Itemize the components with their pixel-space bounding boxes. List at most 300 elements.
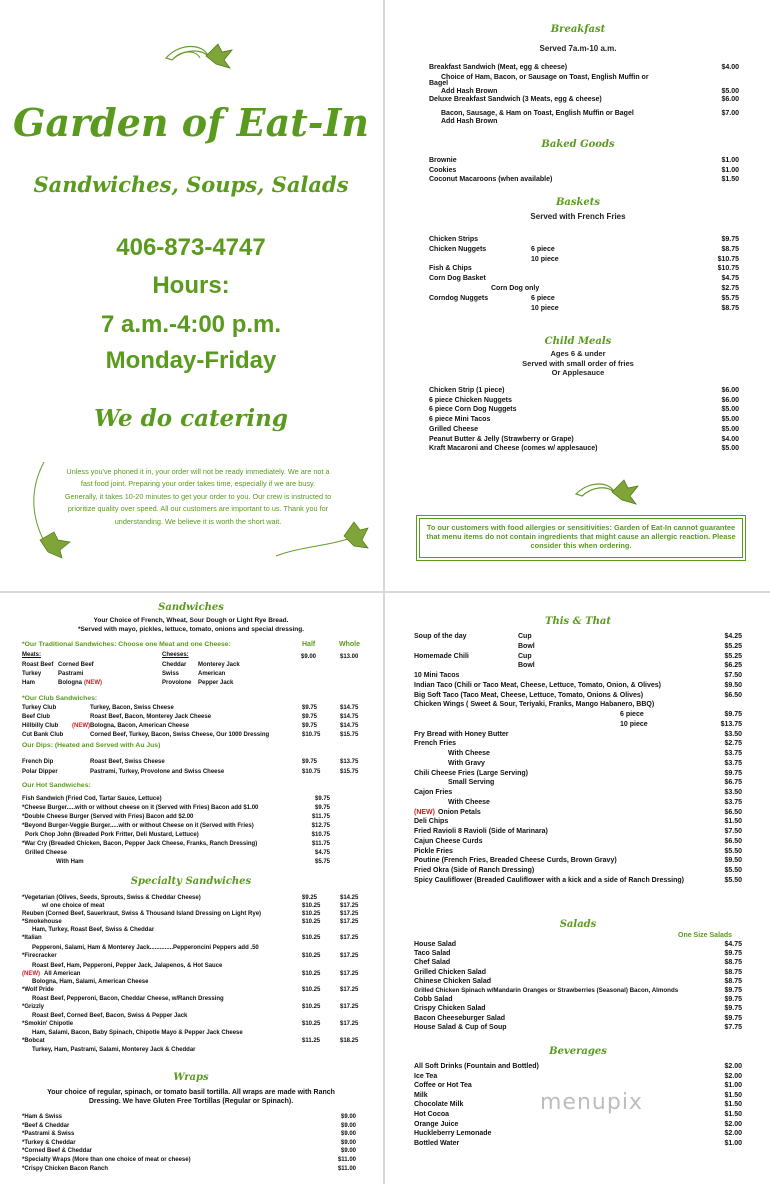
basket-item-price: $10.75 [717, 255, 739, 263]
hot-item [22, 832, 330, 841]
this-that-item-price: $6.50 [724, 808, 742, 816]
this-that-item-price: $9.50 [724, 857, 742, 865]
this-that-title: This & That [545, 616, 611, 627]
meat-cheese-row [22, 671, 272, 680]
specialty-item-name: Turkey, Ham, Pastrami, Salami, Monterey Jack & Cheddar [32, 1047, 196, 1053]
hot-item-price: $5.75 [314, 859, 330, 865]
whole-label: Whole [339, 641, 360, 648]
this-that-item-new-tag: (NEW) [414, 808, 435, 816]
specialty-item-whole-price: $17.25 [340, 903, 359, 909]
wrap-item-price: $9.00 [340, 1122, 356, 1129]
this-that-item-option: Bowl [518, 642, 535, 650]
this-that-item-name: Indian Taco (Chili or Taco Meat, Cheese, Lettuce, Tomato, Onion, & Olives) [414, 681, 661, 689]
child-item-name: 6 piece Chicken Nuggets [429, 396, 512, 404]
specialty-item-whole-price: $17.25 [340, 971, 359, 977]
this-that-item-price: $2.75 [724, 740, 742, 748]
specialty-item [22, 935, 372, 944]
wrap-item-price: $9.00 [340, 1148, 356, 1155]
club-item-name: Cut Bank Club [22, 732, 64, 738]
this-that-item [414, 750, 742, 759]
cover-panel [0, 0, 382, 590]
beverage-item-name: Coffee or Hot Tea [414, 1082, 472, 1090]
new-tag: (NEW) [84, 680, 102, 686]
hot-item-name: Pork Chop John (Breaded Pork Fritter, Deli Mustard, Lettuce) [25, 832, 199, 838]
specialty-item-half-price: $9.25 [302, 895, 318, 901]
club-item-half-price: $9.75 [302, 705, 318, 711]
child-item-price: $6.00 [721, 396, 739, 404]
hours-label: Hours: [152, 272, 230, 299]
hot-item [22, 850, 330, 859]
specialty-item-whole-price: $17.25 [340, 953, 359, 959]
salad-item-price: $9.75 [724, 1014, 742, 1022]
phone-number: 406-873-4747 [116, 234, 266, 261]
beverage-item-price: $1.50 [724, 1091, 742, 1099]
baked-item [429, 167, 739, 176]
this-that-item [414, 672, 742, 681]
salad-size-label: One Size Salads [678, 932, 733, 939]
salad-item-price: $7.75 [724, 1023, 742, 1031]
this-that-item-name: With Cheese [448, 750, 490, 757]
this-that-item-price: $6.50 [724, 691, 742, 699]
specialty-item-half-price: $10.25 [302, 935, 321, 941]
wraps-note-1: Your choice of regular, spinach, or tomato basil tortilla. All wraps are made with Ranch [47, 1089, 335, 1096]
basket-item-option: 6 piece [531, 294, 555, 302]
wrap-item-name: *Crispy Chicken Bacon Ranch [22, 1165, 109, 1172]
child-item-price: $5.00 [721, 416, 739, 424]
wrap-item-price: $9.00 [340, 1139, 356, 1146]
hot-heading: Our Hot Sandwiches: [22, 782, 91, 789]
meats-label: Meats: [22, 652, 42, 658]
specialty-item-name: *Smokin' Chipotle [22, 1021, 74, 1027]
dip-item-name: Polar Dipper [22, 769, 58, 775]
baskets-subtitle: Served with French Fries [530, 212, 626, 221]
wrap-item-name: *Pastrami & Swiss [22, 1131, 75, 1138]
this-that-item-option: 10 piece [620, 720, 648, 728]
this-that-item-price: $6.75 [724, 779, 742, 787]
specialty-item-whole-price: $17.25 [340, 987, 359, 993]
salad-item-name: House Salad & Cup of Soup [414, 1023, 507, 1031]
specialty-item-half-price: $10.25 [302, 1004, 321, 1010]
this-that-item-name: Small Serving [448, 779, 495, 787]
wrap-item-price: $11.00 [337, 1157, 356, 1163]
breakfast-item-name: Add Hash Brown [441, 88, 498, 95]
this-that-item-name: Cajun Cheese Curds [414, 837, 483, 845]
this-that-item-option: Cup [518, 633, 532, 640]
specialty-item-name: Bologna, Ham, Salami, American Cheese [32, 979, 149, 985]
hot-item [22, 805, 330, 814]
child-item [429, 397, 739, 406]
child-item-price: $4.00 [721, 435, 739, 443]
restaurant-subtitle: Sandwiches, Soups, Salads [33, 172, 349, 197]
club-item-name: Turkey Club [22, 705, 57, 711]
dip-item-whole-price: $13.75 [340, 759, 359, 765]
wraps-note-2: Dressing. We have Gluten Free Tortillas (Regular or Spinach). [88, 1098, 294, 1105]
specialty-item-name: Roast Beef, Pepperoni, Bacon, Cheddar Cheese, w/Ranch Dressing [32, 996, 224, 1002]
restaurant-title: Garden of Eat-In [13, 100, 369, 145]
child-item-price: $5.00 [721, 406, 739, 414]
allergy-notice: To our customers with food allergies or sensitivities: Garden of Eat-In cannot guarantee that menu items do not contain ingredients that might cause an allergic reaction. Please consider this when ordering. [419, 518, 743, 558]
breakfast-item-name: Bacon, Sausage, & Ham on Toast, English Muffin or Bagel [441, 110, 634, 117]
dip-item-name: French Dip [22, 759, 54, 765]
salad-item-name: Chef Salad [414, 959, 451, 967]
this-that-item [414, 662, 742, 671]
salad-item-name: Taco Salad [414, 950, 451, 958]
basket-item-name: Corndog Nuggets [429, 294, 489, 302]
sandwiches-panel [0, 594, 382, 1184]
child-meals-title: Child Meals [544, 336, 612, 347]
salad-item-price: $8.75 [724, 977, 742, 985]
child-item [429, 406, 739, 415]
this-that-item-price: $7.50 [724, 672, 742, 679]
this-that-item-price: $3.75 [724, 759, 742, 767]
salad-item-price: $4.75 [724, 941, 742, 948]
basket-item [429, 236, 739, 245]
this-that-item [414, 789, 742, 798]
baked-item-name: Cookies [429, 166, 457, 174]
specialty-item-name: Roast Beef, Corned Beef, Bacon, Swiss & Pepper Jack [32, 1013, 188, 1019]
days-value: Monday-Friday [105, 347, 277, 374]
salad-item-name: House Salad [414, 941, 457, 948]
this-that-item-price: $3.50 [724, 730, 742, 738]
cheese-option: Monterey Jack [198, 662, 240, 668]
this-that-item-name: French Fries [414, 740, 457, 748]
beverage-item-name: Milk [414, 1091, 428, 1099]
salad-item [414, 959, 742, 968]
specialty-item-whole-price: $18.25 [340, 1038, 359, 1044]
this-that-item-name: Chili Cheese Fries (Large Serving) [414, 769, 528, 777]
breakfast-item-price: $4.00 [721, 64, 739, 71]
breakfast-item-name: Add Hash Brown [441, 118, 498, 125]
beverage-item-price: $1.50 [724, 1101, 742, 1109]
beverage-item-price: $1.50 [724, 1111, 742, 1118]
watermark: menupix [540, 1090, 643, 1115]
salad-item [414, 987, 742, 996]
catering-text: We do catering [94, 405, 288, 432]
child-item-name: Chicken Strip (1 piece) [429, 387, 505, 394]
club-item-name: Beef Club [22, 714, 51, 720]
this-that-item [414, 701, 742, 710]
beverage-item [414, 1130, 742, 1139]
specialty-item-name: Pepperoni, Salami, Ham & Monterey Jack..............Pepperoncini Peppers add .50 [32, 945, 259, 951]
cheese-option: Swiss [162, 671, 180, 677]
wrap-item [22, 1166, 356, 1175]
specialty-item [22, 987, 372, 996]
hours-value: 7 a.m.-4:00 p.m. [100, 311, 282, 338]
breakfast-item-name: Deluxe Breakfast Sandwich (3 Meats, egg & cheese) [429, 96, 602, 103]
baked-item-name: Coconut Macaroons (when available) [429, 176, 553, 183]
meat-cheese-row [22, 662, 272, 671]
baked-item-name: Brownie [429, 157, 457, 164]
child-item-price: $5.00 [721, 425, 739, 433]
specialty-item-name: Roast Beef, Ham, Pepperoni, Pepper Jack, Jalapenos, & Hot Sauce [32, 963, 223, 969]
this-that-item-name: Fried Okra (Side of Ranch Dressing) [414, 867, 535, 874]
specialty-item [22, 1021, 372, 1030]
beverage-item [414, 1121, 742, 1130]
beverage-item-price: $2.00 [724, 1120, 742, 1128]
traditional-heading: *Our Traditional Sandwiches: Choose one Meat and one Cheese: [22, 641, 231, 648]
child-item [429, 416, 739, 425]
club-item-whole-price: $14.75 [340, 723, 359, 729]
baked-item-price: $1.50 [721, 176, 739, 183]
this-that-item-name: Cajon Fries [414, 789, 453, 796]
club-item-name: Hillbilly Club [22, 723, 59, 729]
breakfast-item [429, 64, 739, 73]
this-that-item-name: Deli Chips [414, 818, 449, 826]
this-that-item-name: With Gravy [448, 759, 485, 767]
specialty-item-half-price: $11.25 [302, 1038, 321, 1044]
child-item-name: Peanut Butter & Jelly (Strawberry or Grape) [429, 435, 574, 443]
salad-item [414, 996, 742, 1005]
child-subtitle-1: Ages 6 & under [550, 349, 606, 358]
this-that-item-name: Poutine (French Fries, Breaded Cheese Curds, Brown Gravy) [414, 857, 617, 865]
child-item [429, 387, 739, 396]
hot-item [22, 814, 330, 823]
wraps-title: Wraps [173, 1072, 209, 1083]
breakfast-item-price: $6.00 [721, 96, 739, 103]
specialty-item-half-price: $10.25 [302, 971, 321, 977]
this-that-item-price: $6.50 [724, 837, 742, 845]
this-that-item [414, 653, 742, 662]
this-that-item [414, 633, 742, 642]
cheese-option: Cheddar [162, 662, 187, 668]
this-that-item-price: $3.75 [724, 750, 742, 757]
vine-right-icon [272, 516, 372, 562]
salad-item-name: Cobb Salad [414, 996, 453, 1004]
club-heading: *Our Club Sandwiches: [22, 695, 98, 702]
basket-item [429, 275, 739, 284]
hot-item [22, 841, 330, 850]
child-item [429, 426, 739, 435]
salad-item [414, 941, 742, 950]
basket-item-price: $8.75 [721, 245, 739, 253]
hot-item-name: With Ham [56, 859, 84, 865]
club-item-half-price: $9.75 [302, 714, 318, 720]
salad-item [414, 969, 742, 978]
salad-item-name: Crispy Chicken Salad [414, 1005, 486, 1013]
this-that-item-price: $5.25 [724, 642, 742, 650]
breakfast-item-name: Breakfast Sandwich (Meat, egg & cheese) [429, 64, 568, 71]
baked-goods-title: Baked Goods [541, 139, 615, 150]
hot-item-price: $9.75 [314, 796, 330, 802]
basket-item-option: Corn Dog only [491, 285, 540, 292]
this-that-item-name: Fried Ravioli 8 Ravioli (Side of Marinara) [414, 828, 548, 835]
wrap-item-name: *Ham & Swiss [22, 1114, 63, 1120]
bread-choice-note: Your Choice of French, Wheat, Sour Dough or Light Rye Bread. [93, 617, 289, 624]
baked-item-price: $1.00 [721, 157, 739, 164]
dip-item-half-price: $9.75 [302, 759, 318, 765]
basket-item [429, 305, 739, 314]
child-item-name: 6 piece Corn Dog Nuggets [429, 406, 517, 414]
beverage-item-name: Orange Juice [414, 1120, 459, 1128]
hot-item-name: Grilled Cheese [25, 850, 68, 856]
salad-item-price: $9.75 [724, 996, 742, 1004]
this-that-item-name: Homemade Chili [414, 652, 469, 660]
basket-item-price: $2.75 [721, 285, 739, 292]
club-item-half-price: $9.75 [302, 723, 318, 729]
specialty-item-name: *Italian [22, 935, 42, 941]
basket-item-option: 6 piece [531, 245, 555, 253]
cheese-option: Provolone [162, 680, 192, 686]
this-that-item [414, 682, 742, 691]
dip-item-desc: Pastrami, Turkey, Provolone and Swiss Cheese [90, 769, 225, 775]
this-that-item [414, 711, 742, 720]
basket-item-option: 10 piece [531, 255, 559, 263]
child-item-price: $5.00 [721, 445, 739, 453]
this-that-item-price: $4.25 [724, 633, 742, 640]
specialty-item-whole-price: $17.25 [340, 1021, 359, 1027]
this-that-item-name: Pickle Fries [414, 847, 453, 855]
club-item-desc: Corned Beef, Turkey, Bacon, Swiss Cheese, Our 1000 Dressing [90, 732, 270, 738]
this-that-item [414, 799, 742, 808]
specialty-item-name: *Bobcat [22, 1038, 45, 1044]
breakfast-item [429, 96, 739, 105]
specialty-item-whole-price: $17.25 [340, 911, 359, 917]
breakfast-item-price: $5.00 [721, 88, 739, 95]
specialty-item-whole-price: $17.25 [340, 919, 359, 925]
specialty-item-half-price: $10.25 [302, 987, 321, 993]
specialty-item [22, 1004, 372, 1013]
beverages-title: Beverages [549, 1046, 607, 1057]
dip-item [22, 759, 372, 768]
beverage-item-name: Hot Cocoa [414, 1111, 449, 1118]
this-that-item [414, 770, 742, 779]
specialty-item-name: *Wolf Pride [22, 987, 54, 993]
specialty-item-name: w/ one choice of meat [42, 903, 105, 909]
this-that-item-price: $5.50 [724, 876, 742, 884]
new-tag: (NEW) [22, 971, 40, 977]
specialty-item-name: *Vegetarian (Olives, Seeds, Sprouts, Swiss & Cheddar Cheese) [22, 895, 201, 901]
salad-item [414, 950, 742, 959]
dip-item-whole-price: $15.75 [340, 769, 359, 775]
wait-notice: Unless you've phoned it in, your order will not be ready immediately. We are not a fast food joint. Preparing your order takes time, especially if we are busy. Generally, it takes 10-20 minutes to get your order to you. Our crew is instructed to prioritize quality over speed. All our customers are important to us. Thank you for understanding. We believe it is worth the short wait. [64, 467, 332, 526]
beverage-item-name: Huckleberry Lemonade [414, 1130, 492, 1138]
this-that-item-name: Soup of the day [414, 633, 467, 640]
cheeses-label: Cheeses: [162, 652, 189, 658]
club-item-whole-price: $14.75 [340, 705, 359, 711]
leaf-ornament-icon [572, 476, 642, 508]
hot-item [22, 823, 330, 832]
hot-item [22, 859, 330, 868]
beverage-item [414, 1140, 742, 1149]
served-with-note: *Served with mayo, pickles, lettuce, tomato, onions and special dressing. [77, 626, 305, 633]
wrap-item-name: *Turkey & Cheddar [22, 1139, 76, 1146]
cheese-option: American [198, 671, 226, 677]
child-item-name: 6 piece Mini Tacos [429, 416, 491, 424]
this-that-item-name: Big Soft Taco (Taco Meat, Cheese, Lettuce, Tomato, Onions & Olives) [414, 691, 644, 699]
this-that-item [414, 740, 742, 749]
specialty-title: Specialty Sandwiches [130, 876, 252, 887]
breakfast-item-name: Choice of Ham, Bacon, or Sausage on Toast, English Muffin or [441, 74, 649, 81]
this-that-item [414, 692, 742, 701]
hot-item-price: $11.75 [311, 841, 330, 847]
specialty-item-name: Ham, Salami, Bacon, Baby Spinach, Chipotle Mayo & Pepper Jack Cheese [32, 1030, 243, 1036]
hot-item-name: *Double Cheese Burger (Served with Fries) Bacon add $2.00 [22, 814, 194, 820]
wrap-item-name: *Beef & Cheddar [22, 1122, 70, 1129]
basket-item-name: Fish & Chips [429, 265, 472, 273]
hot-item-price: $9.75 [314, 805, 330, 811]
this-that-item-price: $9.50 [724, 681, 742, 689]
this-that-item-price: $7.50 [724, 828, 742, 835]
hot-item-name: *Beyond Burger-Veggie Burger.....with or without Cheese on it (Served with Fries) [22, 823, 254, 829]
traditional-whole-price: $13.00 [340, 654, 359, 660]
this-that-item [414, 857, 742, 866]
hot-item [22, 796, 330, 805]
hot-item-name: Fish Sandwich (Fried Cod, Tartar Sauce, Lettuce) [22, 796, 162, 802]
specialty-item-name: *Firecracker [22, 953, 57, 959]
this-that-item-price: $6.25 [724, 662, 742, 670]
club-item [22, 705, 372, 714]
this-that-item [414, 731, 742, 740]
salad-item-price: $8.75 [724, 968, 742, 976]
cheese-option: Pepper Jack [198, 680, 234, 686]
wrap-item-name: *Specialty Wraps (More than one choice of meat or cheese) [22, 1157, 191, 1163]
this-that-item-name: Spicy Cauliflower (Breaded Cauliflower with a kick and a side of Ranch Dressing) [414, 876, 684, 884]
this-that-item-price: $5.50 [724, 867, 742, 874]
salad-item [414, 1005, 742, 1014]
this-that-item-price: $3.50 [724, 789, 742, 796]
dip-item [22, 769, 372, 778]
salad-item [414, 1015, 742, 1024]
child-item-name: Grilled Cheese [429, 425, 479, 433]
basket-item-price: $8.75 [721, 304, 739, 312]
this-that-item [414, 848, 742, 857]
hot-item-name: *Cheese Burger.....with or without cheese on it (Served with Fries) Bacon add $1.00 [22, 805, 259, 811]
child-subtitle-3: Or Applesauce [551, 368, 605, 377]
salad-item-price: $9.75 [724, 950, 742, 958]
basket-item [429, 285, 739, 294]
club-item-desc: Turkey, Bacon, Swiss Cheese [90, 705, 174, 711]
meat-option: Ham [22, 680, 36, 686]
traditional-half-price: $9.00 [301, 654, 317, 660]
salad-item-name: Grilled Chicken Salad [414, 968, 486, 976]
panel-divider-horizontal [0, 591, 770, 593]
salad-item [414, 1024, 742, 1033]
wrap-item-price: $11.00 [337, 1165, 356, 1172]
wrap-item-price: $9.00 [340, 1114, 356, 1120]
this-that-item-name: 10 Mini Tacos [414, 672, 460, 679]
salad-item-price: $8.75 [724, 959, 742, 967]
specialty-item-name: *Smokehouse [22, 919, 62, 925]
breakfast-item [429, 118, 739, 127]
specialty-item-whole-price: $17.25 [340, 1004, 359, 1010]
basket-item-price: $5.75 [721, 294, 739, 302]
this-that-item-option: Cup [518, 652, 532, 660]
beverage-item-price: $2.00 [724, 1063, 742, 1070]
club-item-desc: Roast Beef, Bacon, Monterey Jack Cheese [90, 714, 212, 720]
basket-item-price: $4.75 [721, 275, 739, 283]
specialty-item [22, 1038, 372, 1047]
hot-item-price: $10.75 [311, 832, 330, 838]
salad-item-name: Bacon Cheeseburger Salad [414, 1014, 506, 1022]
beverage-item-name: Ice Tea [414, 1072, 438, 1080]
this-that-item [414, 643, 742, 652]
beverage-item [414, 1063, 742, 1072]
baskets-title: Baskets [555, 197, 601, 208]
meat-option: Corned Beef [58, 662, 94, 668]
this-that-item [414, 818, 742, 827]
specialty-item-half-price: $10.25 [302, 953, 321, 959]
meat-option: Pastrami [58, 671, 84, 677]
meat-option: Turkey [22, 671, 42, 677]
dips-heading: Our Dips: (Heated and Served with Au Jus) [22, 742, 161, 749]
salad-item-name: Chinese Chicken Salad [414, 977, 492, 985]
child-item [429, 436, 739, 445]
wrap-item-price: $9.00 [340, 1131, 356, 1138]
this-that-item [414, 867, 742, 876]
beverage-item-name: Bottled Water [414, 1139, 460, 1147]
dip-item-half-price: $10.75 [302, 769, 321, 775]
beverage-item-price: $2.00 [724, 1072, 742, 1080]
